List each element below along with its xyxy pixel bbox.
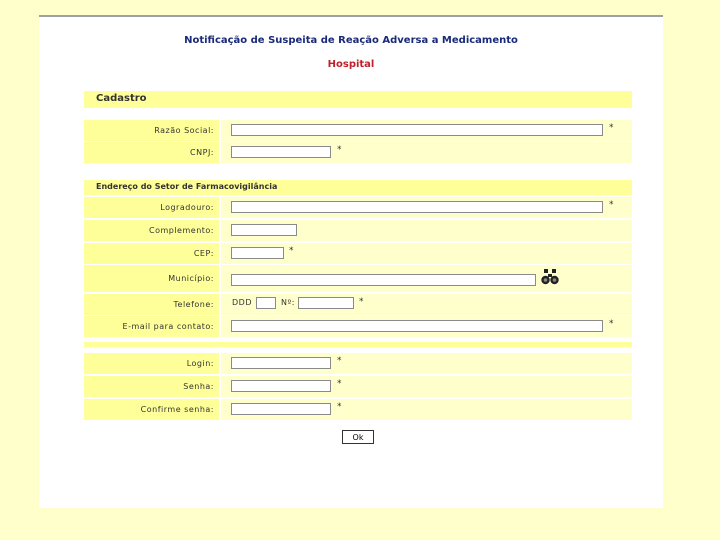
- required-mark: *: [609, 123, 614, 133]
- complemento-cell: [221, 220, 632, 241]
- ddd-label: DDD: [232, 298, 252, 307]
- logradouro-label: Logradouro:: [84, 197, 219, 218]
- required-mark: *: [337, 402, 342, 412]
- binoculars-icon[interactable]: [541, 269, 559, 289]
- row-razao-social: [84, 120, 632, 141]
- required-mark: *: [609, 200, 614, 210]
- telefone-input[interactable]: [298, 297, 354, 309]
- cnpj-input[interactable]: [231, 146, 331, 158]
- row-login: [84, 353, 632, 374]
- row-cnpj: [84, 142, 632, 163]
- confirme-senha-cell: [221, 399, 632, 420]
- required-mark: *: [609, 319, 614, 329]
- section-title-endereco: Endereço do Setor de Farmacovigilância: [96, 182, 278, 191]
- telefone-cell: [221, 294, 632, 315]
- email-input[interactable]: [231, 320, 603, 332]
- row-telefone: [84, 294, 632, 315]
- section-header-cadastro: [84, 91, 632, 108]
- email-cell: [221, 316, 632, 337]
- razao-social-cell: [221, 120, 632, 141]
- confirme-senha-label: Confirme senha:: [84, 399, 219, 420]
- cnpj-label: CNPJ:: [84, 142, 219, 163]
- complemento-input[interactable]: [231, 224, 297, 236]
- required-mark: *: [337, 356, 342, 366]
- cep-input[interactable]: [231, 247, 284, 259]
- cep-label: CEP:: [84, 243, 219, 264]
- login-label: Login:: [84, 353, 219, 374]
- senha-label: Senha:: [84, 376, 219, 397]
- row-logradouro: [84, 197, 632, 218]
- logradouro-input[interactable]: [231, 201, 603, 213]
- row-cep: [84, 243, 632, 264]
- login-input[interactable]: [231, 357, 331, 369]
- cep-cell: [221, 243, 632, 264]
- razao-social-label: Razão Social:: [84, 120, 219, 141]
- logradouro-cell: [221, 197, 632, 218]
- razao-social-input[interactable]: [231, 124, 603, 136]
- row-senha: [84, 376, 632, 397]
- required-mark: *: [337, 379, 342, 389]
- municipio-cell: [221, 265, 632, 292]
- row-complemento: [84, 220, 632, 241]
- complemento-label: Complemento:: [84, 220, 219, 241]
- page-subtitle: Hospital: [327, 59, 375, 70]
- page-title: Notificação de Suspeita de Reação Adversa a Medicamento: [184, 35, 518, 46]
- section-header-endereco: [84, 180, 632, 195]
- senha-cell: [221, 376, 632, 397]
- section-header-login: [84, 342, 632, 347]
- login-cell: [221, 353, 632, 374]
- ok-button[interactable]: Ok: [342, 430, 374, 444]
- telefone-label: Telefone:: [84, 294, 219, 315]
- cnpj-cell: [221, 142, 632, 163]
- required-mark: *: [359, 297, 364, 307]
- email-label: E-mail para contato:: [84, 316, 219, 337]
- municipio-input[interactable]: [231, 274, 536, 286]
- numero-label: Nº:: [281, 298, 295, 307]
- row-municipio: [84, 265, 632, 292]
- row-email: [84, 316, 632, 337]
- senha-input[interactable]: [231, 380, 331, 392]
- required-mark: *: [337, 145, 342, 155]
- form-panel: [39, 15, 663, 508]
- confirme-senha-input[interactable]: [231, 403, 331, 415]
- section-title-cadastro: Cadastro: [96, 93, 147, 104]
- municipio-label: Município:: [84, 265, 219, 292]
- required-mark: *: [289, 246, 294, 256]
- ddd-input[interactable]: [256, 297, 276, 309]
- row-confirme-senha: [84, 399, 632, 420]
